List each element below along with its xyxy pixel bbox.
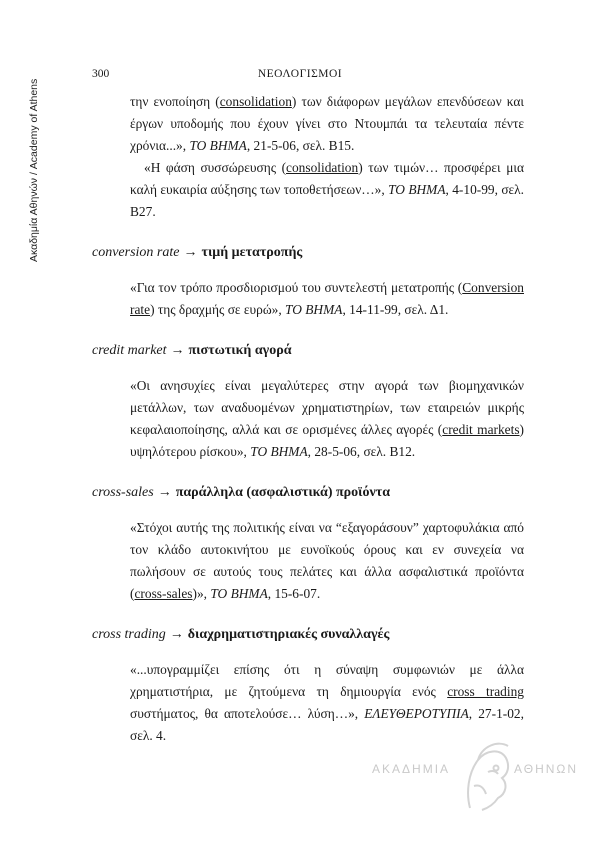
greek-term: τιμή μετατροπής — [201, 245, 303, 260]
entry-quote — [130, 659, 524, 747]
athena-head-icon — [458, 738, 516, 818]
quote-text: ) των διάφορων μεγάλων επενδύσεων και έργων υποδομής που έχουν γίνει στο Ντουμπάι τα τελευταία πέντε χρόνια...», — [130, 94, 524, 153]
entry-heading — [92, 340, 524, 362]
english-term: credit market — [92, 343, 167, 358]
source-name: ΕΛΕΥΘΕΡΟΤΥΠΙΑ — [364, 706, 469, 721]
arrow-icon: → — [170, 343, 185, 358]
source-date: , 15-6-07. — [267, 586, 321, 601]
running-head: ΝΕΟΛΟΓΙΣΜΟΙ — [257, 68, 343, 80]
quote-text: «...υπογραμμίζει επίσης ότι η σύναψη συμφωνιών με άλλα χρηματιστήρια, με ζητούμενα τη δημιουργία ενός — [130, 662, 524, 699]
quote-text: συστήματος, θα αποτελούσε… λύση…», — [130, 706, 365, 721]
side-label: Ακαδημία Αθηνών / Academy of Athens — [28, 78, 40, 262]
quote-text: «Η φάση συσσώρευσης ( — [144, 160, 287, 175]
underlined-term: consolidation — [286, 160, 359, 175]
quote-text: ) υψηλότερου ρίσκου», — [130, 422, 525, 459]
arrow-icon: → — [157, 485, 172, 500]
source-name: ΤΟ ΒΗΜΑ — [189, 138, 247, 153]
page-number: 300 — [92, 68, 110, 80]
underlined-term: cross-sales — [134, 586, 193, 601]
underlined-term: credit markets — [442, 422, 520, 437]
underlined-term: Conversion rate — [130, 280, 524, 317]
arrow-icon: → — [169, 627, 184, 642]
quote-text: «Για τον τρόπο προσδιορισμού του συντελεστή μετατροπής ( — [130, 280, 463, 295]
underlined-term: consolidation — [219, 94, 292, 109]
arrow-icon: → — [183, 245, 198, 260]
quote-paragraph — [130, 157, 524, 223]
continued-quote — [130, 91, 524, 157]
source-name: ΤΟ ΒΗΜΑ — [388, 182, 446, 197]
academy-watermark — [372, 738, 582, 824]
quote-text: ) της δραχμής σε ευρώ», — [150, 302, 286, 317]
source-date: , 4-10-99, σελ. Β27. — [130, 182, 524, 219]
entry-quote — [130, 277, 524, 321]
quote-text: «Στόχοι αυτής της πολιτικής είναι να “εξαγοράσουν” χαρτοφυλάκια από τον κλάδο αυτοκινήτου με ευνοϊκούς όρους και εν συνεχεία να πωλήσουν σε αυτούς τους πελάτες και άλλα ασφαλιστικά προϊόντα ( — [130, 520, 524, 601]
source-date: , 27-1-02, σελ. 4. — [130, 706, 524, 743]
source-date: , 28-5-06, σελ. Β12. — [307, 444, 416, 459]
entry-heading — [92, 624, 524, 646]
quote-text: «Οι ανησυχίες είναι μεγαλύτερες στην αγορά των βιομηχανικών μετάλλων, των αναδυομένων χρηματιστηρίων, των εταιρειών μικρής κεφαλαιοποίησης, αλλά και σε ορισμένες άλλες αγορές ( — [130, 378, 524, 437]
greek-term: διαχρηματιστηριακές συναλλαγές — [187, 627, 390, 642]
page-content — [92, 91, 524, 747]
greek-term: παράλληλα (ασφαλιστικά) προϊόντα — [175, 485, 391, 500]
entry-quote — [130, 517, 524, 605]
source-date: , 21-5-06, σελ. Β15. — [246, 138, 355, 153]
greek-term: πιστωτική αγορά — [188, 343, 292, 358]
source-name: ΤΟ ΒΗΜΑ — [285, 302, 343, 317]
quote-text: )», — [192, 586, 211, 601]
entry-quote — [130, 375, 524, 463]
source-name: ΤΟ ΒΗΜΑ — [250, 444, 308, 459]
quote-text: την ενοποίηση ( — [130, 94, 220, 109]
entry-heading — [92, 482, 524, 504]
underlined-term: cross trading — [447, 684, 524, 699]
english-term: cross-sales — [92, 485, 154, 500]
entry-heading — [92, 242, 524, 264]
source-name: ΤΟ ΒΗΜΑ — [210, 586, 268, 601]
quote-text: ) των τιμών… προσφέρει μια καλή ευκαιρία αύξησης των τοποθετήσεων…», — [130, 160, 525, 197]
source-date: , 14-11-99, σελ. Δ1. — [342, 302, 449, 317]
english-term: conversion rate — [92, 245, 180, 260]
watermark-text-left: ΑΚΑΔΗΜΙΑ — [372, 762, 451, 776]
english-term: cross trading — [92, 627, 166, 642]
watermark-text-right: ΑΘΗΝΩΝ — [514, 762, 579, 776]
